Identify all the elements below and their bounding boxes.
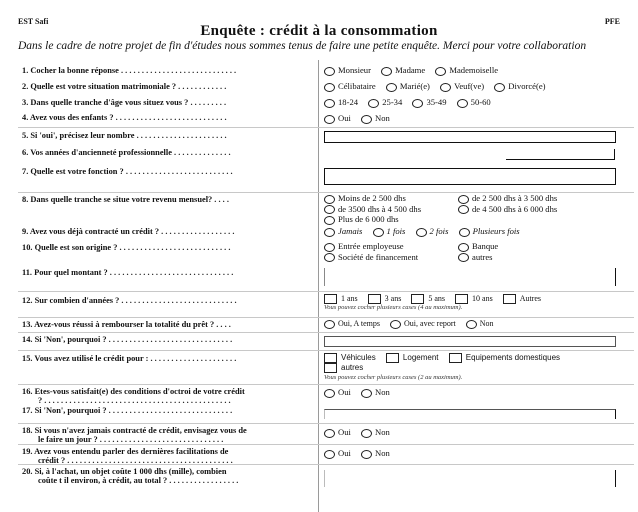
checkbox-option[interactable]: [503, 294, 541, 304]
question-label: 6. Vos années d'ancienneté professionnelle . . . . . . . . . . . . . .: [22, 148, 231, 157]
question-text-continued: ? . . . . . . . . . . . . . . . . . . . . . . . . . . . . . . . . . . . . . . . . . . . . .: [38, 396, 231, 405]
radio-option[interactable]: [440, 81, 484, 92]
radio-icon: [390, 320, 401, 329]
radio-option[interactable]: [390, 319, 456, 329]
question-label: 5. Si 'oui', précisez leur nombre . . . . . . . . . . . . . . . . . . . . . .: [22, 131, 227, 140]
checkbox-icon: [386, 353, 399, 363]
option-label: Oui: [338, 387, 351, 397]
question-row-3: [18, 96, 634, 112]
question-row-1: [18, 64, 634, 80]
option-label: Jamais: [338, 226, 363, 236]
question-label: 7. Quelle est votre fonction ? . . . . . . . . . . . . . . . . . . . . . . . . . .: [22, 167, 233, 176]
option-label: Equipements domestiques: [465, 353, 561, 363]
radio-option[interactable]: [324, 387, 351, 398]
option-label: 1 fois: [386, 226, 406, 236]
option-label: 5 ans: [428, 294, 446, 303]
option-label: Plusieurs fois: [472, 226, 520, 236]
checkbox-option[interactable]: [455, 294, 493, 304]
checkbox-icon: [324, 353, 337, 363]
hint-text: Vous pouvez cocher plusieurs cases (4 au maximum).: [324, 304, 463, 312]
radio-icon: [324, 243, 335, 252]
option-label: Société de financement: [338, 251, 419, 262]
function-input[interactable]: [324, 168, 616, 185]
radio-icon: [373, 228, 384, 237]
option-label: Non: [375, 387, 390, 397]
checkbox-icon: [324, 294, 337, 304]
radio-icon: [324, 253, 335, 262]
radio-option[interactable]: [381, 65, 425, 76]
option-label: Oui, avec report: [404, 319, 456, 328]
question-label: 11. Pour quel montant ? . . . . . . . . . . . . . . . . . . . . . . . . . . . . . .: [22, 268, 234, 277]
amount-input[interactable]: [324, 268, 616, 286]
radio-icon: [458, 195, 469, 204]
option-label: 18-24: [338, 97, 359, 107]
radio-icon: [440, 83, 451, 92]
option-label: de 4 500 dhs à 6 000 dhs: [472, 203, 558, 214]
option-label: Veuf(ve): [454, 81, 485, 91]
option-label: 2 fois: [429, 226, 449, 236]
option-label: Non: [375, 448, 390, 458]
radio-option[interactable]: [324, 113, 351, 124]
option-label: Oui: [338, 427, 351, 437]
question-row-17: [18, 405, 634, 423]
radio-icon: [324, 429, 335, 438]
checkbox-option[interactable]: [324, 353, 376, 363]
radio-option[interactable]: [361, 427, 390, 438]
option-label: autres: [472, 251, 493, 262]
radio-icon: [458, 243, 469, 252]
seniority-input[interactable]: [506, 149, 615, 160]
radio-icon: [494, 83, 505, 92]
checkbox-option[interactable]: [411, 294, 445, 304]
option-label: Véhicules: [341, 353, 376, 363]
question-row-19: [18, 444, 634, 465]
option-label: Célibataire: [338, 81, 376, 91]
radio-icon: [416, 228, 427, 237]
question-row-14: [18, 332, 634, 351]
children-count-input[interactable]: [324, 131, 616, 143]
option-label: 50-60: [470, 97, 491, 107]
radio-icon: [361, 389, 372, 398]
radio-icon: [458, 253, 469, 262]
radio-icon: [324, 320, 335, 329]
radio-option[interactable]: [494, 81, 545, 92]
option-label: Divorcé(e): [508, 81, 546, 91]
checkbox-icon: [411, 294, 424, 304]
question-row-12: [18, 291, 634, 318]
question-text: 19. Avez vous entendu parler des dernières facilitations de: [22, 447, 229, 456]
radio-icon: [386, 83, 397, 92]
option-label: Banque: [472, 241, 499, 251]
radio-icon: [324, 67, 335, 76]
question-label: 13. Avez-vous réussi à rembourser la totalité du prêt ? . . . .: [22, 320, 231, 329]
radio-icon: [457, 99, 468, 108]
radio-option[interactable]: [324, 205, 458, 215]
option-label: Non: [375, 427, 390, 437]
option-label: Moins de 2 500 dhs: [338, 193, 406, 203]
radio-icon: [458, 205, 469, 214]
option-label: Madame: [395, 65, 426, 75]
option-label: Oui: [338, 113, 351, 123]
radio-icon: [361, 115, 372, 124]
header-right: PFE: [604, 17, 620, 26]
question-row-11: [18, 264, 634, 290]
radio-option[interactable]: [324, 427, 351, 438]
radio-icon: [368, 99, 379, 108]
radio-option[interactable]: [361, 448, 390, 459]
question-label: [22, 467, 312, 485]
question-row-6: [18, 146, 634, 163]
question-row-8: [18, 192, 634, 225]
question-text: 20. Si, à l'achat, un objet coûte 1 000 dhs (mille), combien: [22, 467, 227, 476]
radio-option[interactable]: [324, 65, 371, 76]
question-text: 18. Si vous n'avez jamais contracté de crédit, envisagez vous de: [22, 426, 247, 435]
radio-option[interactable]: [459, 226, 520, 237]
checkbox-icon: [368, 294, 381, 304]
checkbox-icon: [449, 353, 462, 363]
radio-option[interactable]: [412, 97, 446, 108]
question-label: 2. Quelle est votre situation matrimoniale ? . . . . . . . . . . . .: [22, 82, 227, 91]
question-row-18: [18, 423, 634, 444]
question-label: [22, 426, 312, 444]
question-row-20: [18, 464, 634, 495]
radio-option[interactable]: [324, 81, 376, 92]
radio-icon: [324, 205, 335, 214]
radio-option[interactable]: [324, 226, 362, 237]
question-label: 9. Avez vous déjà contracté un crédit ? . . . . . . . . . . . . . . . . . .: [22, 227, 235, 236]
question-label: [22, 447, 312, 465]
option-label: 35-49: [426, 97, 447, 107]
option-label: Non: [479, 319, 494, 328]
option-label: Non: [375, 113, 390, 123]
question-label: [22, 387, 312, 405]
question-text-continued: le faire un jour ? . . . . . . . . . . . . . . . . . . . . . . . . . . . . . .: [38, 435, 224, 444]
checkbox-option[interactable]: [368, 294, 402, 304]
radio-icon: [435, 67, 446, 76]
question-row-10: [18, 242, 634, 264]
option-label: de 2 500 dhs à 3 500 dhs: [472, 193, 558, 203]
question-row-15: [18, 350, 634, 384]
option-label: Marié(e): [399, 81, 430, 91]
radio-option[interactable]: [373, 226, 406, 237]
question-text: 16. Etes-vous satisfait(e) des conditions d'octroi de votre crédit: [22, 387, 245, 396]
option-label: 10 ans: [472, 294, 493, 303]
radio-option[interactable]: [324, 253, 458, 263]
radio-icon: [324, 83, 335, 92]
radio-option[interactable]: [361, 387, 390, 398]
checkbox-option[interactable]: [449, 353, 560, 363]
radio-icon: [459, 228, 470, 237]
radio-option[interactable]: [458, 205, 608, 215]
radio-option[interactable]: [416, 226, 449, 237]
checkbox-icon: [503, 294, 516, 304]
question-row-2: [18, 80, 634, 96]
radio-option[interactable]: [324, 319, 380, 329]
question-label: 1. Cocher la bonne réponse . . . . . . . . . . . . . . . . . . . . . . . . . . . .: [22, 66, 237, 75]
radio-option[interactable]: [324, 97, 358, 108]
question-label: 4. Avez vous des enfants ? . . . . . . . . . . . . . . . . . . . . . . . . . . .: [22, 113, 227, 122]
radio-option[interactable]: [324, 448, 351, 459]
option-label: Plus de 6 000 dhs: [338, 214, 399, 225]
option-label: Logement: [402, 353, 439, 363]
radio-option[interactable]: [457, 97, 491, 108]
radio-option[interactable]: [324, 215, 458, 225]
question-row-7: [18, 163, 634, 191]
credit-cost-input[interactable]: [324, 470, 616, 487]
radio-icon: [324, 228, 335, 237]
option-label: Entrée employeuse: [338, 241, 404, 251]
option-label: autres: [341, 363, 364, 373]
option-label: Autres: [519, 294, 542, 303]
option-label: Oui, A temps: [338, 319, 381, 328]
checkbox-icon: [324, 363, 337, 373]
question-row-16: [18, 384, 634, 406]
radio-icon: [324, 216, 335, 225]
question-label: 12. Sur combien d'années ? . . . . . . . . . . . . . . . . . . . . . . . . . . . .: [22, 296, 237, 305]
checkbox-option[interactable]: [324, 363, 363, 373]
option-label: 3 ans: [384, 294, 402, 303]
question-label: 3. Dans quelle tranche d'âge vous situez vous ? . . . . . . . . .: [22, 98, 227, 107]
radio-icon: [412, 99, 423, 108]
radio-option[interactable]: [458, 242, 558, 252]
checkbox-option[interactable]: [386, 353, 439, 363]
radio-option[interactable]: [466, 319, 494, 329]
radio-icon: [466, 320, 477, 329]
radio-option[interactable]: [361, 113, 390, 124]
question-row-5: [18, 127, 634, 146]
question-text-continued: crédit ? . . . . . . . . . . . . . . . . . . . . . . . . . . . . . . . . . . . . . . . .: [38, 456, 233, 465]
option-label: de 3500 dhs à 4 500 dhs: [338, 203, 422, 214]
radio-icon: [324, 195, 335, 204]
radio-option[interactable]: [458, 253, 558, 263]
radio-icon: [324, 115, 335, 124]
question-text-continued: coûte t il environ, à crédit, au total ? . . . . . . . . . . . . . . . . .: [38, 476, 239, 485]
reason-input[interactable]: [324, 336, 616, 347]
radio-option[interactable]: [368, 97, 402, 108]
checkbox-icon: [455, 294, 468, 304]
hint-text: Vous pouvez cocher plusieurs cases (2 au maximum).: [324, 374, 463, 382]
option-label: Oui: [338, 448, 351, 458]
question-row-4: [18, 112, 634, 126]
radio-icon: [381, 67, 392, 76]
radio-option[interactable]: [435, 65, 498, 76]
radio-icon: [361, 450, 372, 459]
reason-not-satisfied-input[interactable]: [324, 409, 616, 419]
radio-option[interactable]: [386, 81, 430, 92]
question-label: 15. Vous avez utilisé le crédit pour : . . . . . . . . . . . . . . . . . . . . .: [22, 354, 237, 363]
radio-icon: [324, 389, 335, 398]
radio-icon: [361, 429, 372, 438]
option-label: Monsieur: [338, 65, 371, 75]
page-title: Enquête : crédit à la consommation: [200, 23, 438, 39]
radio-icon: [324, 99, 335, 108]
question-label: 10. Quelle est son origine ? . . . . . . . . . . . . . . . . . . . . . . . . . . .: [22, 243, 231, 252]
question-label: 8. Dans quelle tranche se situe votre revenu mensuel? . . . .: [22, 195, 229, 204]
option-label: Mademoiselle: [449, 65, 499, 75]
question-row-13: [18, 317, 634, 333]
intro-text: Dans le cadre de notre projet de fin d'études nous sommes tenus de faire une petite enquête. Merci pour votre collaboration: [18, 40, 587, 52]
question-label: 14. Si 'Non', pourquoi ? . . . . . . . . . . . . . . . . . . . . . . . . . . . . . .: [22, 335, 233, 344]
option-label: 25-34: [382, 97, 403, 107]
radio-option[interactable]: [324, 242, 458, 252]
checkbox-option[interactable]: [324, 294, 358, 304]
option-label: 1 ans: [341, 294, 358, 303]
question-row-9: [18, 226, 634, 240]
radio-option[interactable]: [458, 194, 608, 204]
header-left: EST Safi: [18, 17, 49, 26]
radio-option[interactable]: [324, 194, 458, 204]
radio-icon: [324, 450, 335, 459]
question-label: 17. Si 'Non', pourquoi ? . . . . . . . . . . . . . . . . . . . . . . . . . . . . . .: [22, 406, 233, 415]
